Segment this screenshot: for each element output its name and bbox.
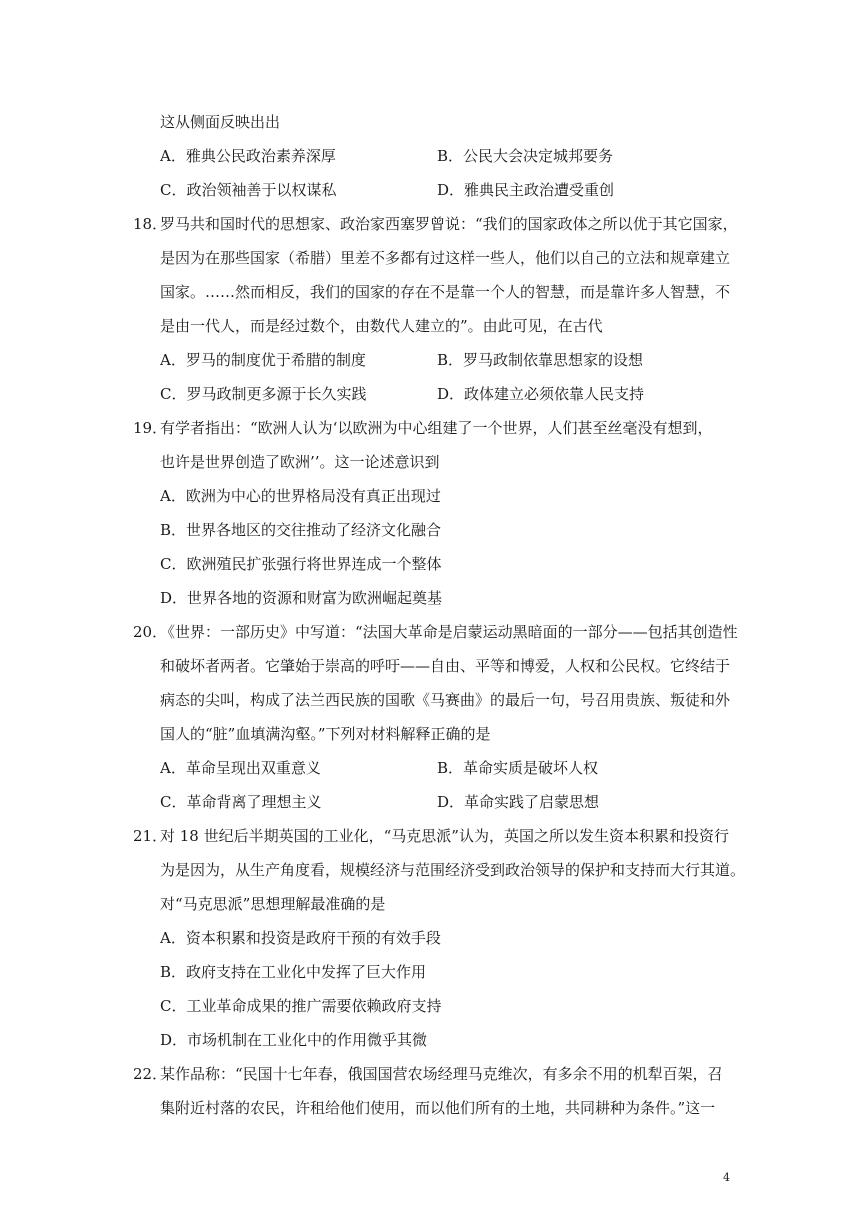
question-text-line: 《世界：一部历史》中写道：“法国大革命是启蒙运动黑暗面的一部分——包括其创造性 <box>160 623 738 641</box>
question-tail: 这从侧面反映出出 <box>160 113 281 131</box>
question-text-line: 为是因为，从生产角度看，规模经济与范围经济受到政治领导的保护和支持而大行其道。 <box>160 861 746 879</box>
question-text-line: 和破坏者两者。它肇始于崇高的呼吁——自由、平等和博爱，人权和公民权。它终结于 <box>160 657 731 675</box>
question-text-line: 病态的尖叫，构成了法兰西民族的国歌《马赛曲》的最后一句，号召用贵族、叛徒和外 <box>160 691 731 709</box>
question-number: 21． <box>133 827 168 845</box>
question-text-line: 集附近村落的农民，许租给他们使用，而以他们所有的土地，共同耕种为条件。”这一 <box>160 1099 716 1117</box>
option-b: B．革命实质是破坏人权 <box>437 759 599 777</box>
question-text-line: 对 18 世纪后半期英国的工业化，“马克思派”认为，英国之所以发生资本积累和投资行 <box>160 827 729 845</box>
question-number: 20． <box>133 623 168 641</box>
option-a: A．革命呈现出双重意义 <box>160 759 321 777</box>
page-number: 4 <box>723 1171 730 1184</box>
option-d: D．革命实践了启蒙思想 <box>437 793 600 811</box>
question-text-line: 是由一代人，而是经过数个，由数代人建立的”。由此可见，在古代 <box>160 317 603 335</box>
question-text-line: 某作品称：“民国十七年春，俄国国营农场经理马克维次，有多余不用的机犁百架，召 <box>160 1065 723 1083</box>
option-d: D．世界各地的资源和财富为欧洲崛起奠基 <box>160 589 443 607</box>
question-number: 22． <box>133 1065 168 1083</box>
option-d: D．政体建立必须依靠人民支持 <box>437 385 645 403</box>
option-b: B．公民大会决定城邦要务 <box>437 147 614 165</box>
question-text-line: 有学者指出：“欧洲人认为‘以欧洲为中心组建了一个世界，人们甚至丝毫没有想到， <box>160 419 713 437</box>
option-b: B．政府支持在工业化中发挥了巨大作用 <box>160 963 427 981</box>
option-b: B．世界各地区的交往推动了经济文化融合 <box>160 521 442 539</box>
option-d: D．雅典民主政治遭受重创 <box>437 181 615 199</box>
option-d: D．市场机制在工业化中的作用微乎其微 <box>160 1031 428 1049</box>
option-c: C．工业革命成果的推广需要依赖政府支持 <box>160 997 442 1015</box>
question-text-line: 国人的“脏”血填满沟壑。”下列对材料解释正确的是 <box>160 725 491 743</box>
question-text-line: 罗马共和国时代的思想家、政治家西塞罗曾说：“我们的国家政体之所以优于其它国家， <box>160 215 738 233</box>
option-a: A．罗马的制度优于希腊的制度 <box>160 351 366 369</box>
option-a: A．雅典公民政治素养深厚 <box>160 147 336 165</box>
question-text-line: 国家。……然而相反，我们的国家的存在不是靠一个人的智慧，而是靠许多人智慧，不 <box>160 283 731 301</box>
option-a: A．资本积累和投资是政府干预的有效手段 <box>160 929 441 947</box>
option-c: C．罗马政制更多源于长久实践 <box>160 385 367 403</box>
option-c: C．政治领袖善于以权谋私 <box>160 181 337 199</box>
question-text-line: 也许是世界创造了欧洲’’。这一论述意识到 <box>160 453 440 471</box>
question-text-line: 是因为在那些国家（希腊）里差不多都有过这样一些人，他们以自己的立法和规章建立 <box>160 249 731 267</box>
question-number: 19． <box>133 419 168 437</box>
question-text-line: 对“马克思派”思想理解最准确的是 <box>160 895 386 913</box>
option-a: A．欧洲为中心的世界格局没有真正出现过 <box>160 487 441 505</box>
option-c: C．革命背离了理想主义 <box>160 793 322 811</box>
question-number: 18． <box>133 215 168 233</box>
option-b: B．罗马政制依靠思想家的设想 <box>437 351 644 369</box>
option-c: C．欧洲殖民扩张强行将世界连成一个整体 <box>160 555 442 573</box>
